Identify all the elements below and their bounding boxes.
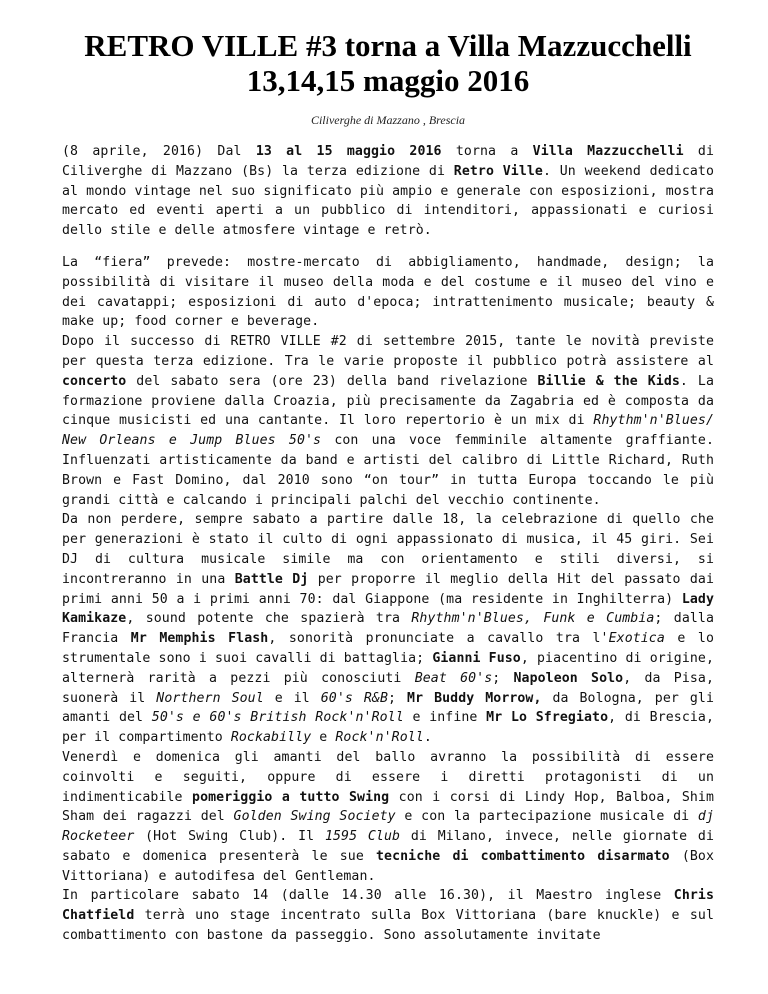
text: e con la partecipazione musicale di bbox=[395, 809, 698, 825]
paragraph-concert bbox=[62, 332, 714, 510]
text: e bbox=[311, 730, 336, 746]
italic-text: Rhythm'n'Blues/ New Orleans e Jump Blues 50's bbox=[62, 413, 714, 449]
title-line-1: RETRO VILLE #3 torna a Villa Mazzucchelli bbox=[84, 28, 692, 63]
italic-text: Rockabilly bbox=[230, 730, 312, 746]
article-body bbox=[62, 142, 714, 946]
text: , sonorità pronunciate a cavallo tra l' bbox=[268, 631, 609, 647]
bold-text: Battle Dj bbox=[234, 571, 309, 587]
text: (Hot Swing Club). Il bbox=[134, 829, 325, 845]
text: . La formazione proviene dalla Croazia, più precisamente da Zagabria ed è composta da cinque musicisti ed una cantante. Il loro repertorio è un mix di bbox=[62, 373, 714, 429]
subtitle: Ciliverghe di Mazzano , Brescia bbox=[310, 113, 466, 127]
title-line-2: 13,14,15 maggio 2016 bbox=[246, 63, 530, 98]
italic-text: 60's R&B bbox=[320, 690, 389, 706]
instructor-name: Chris Chatfield bbox=[62, 888, 714, 924]
paragraph-dj-battle bbox=[62, 510, 714, 748]
italic-text: 1595 Club bbox=[324, 829, 401, 845]
text: Da non perdere, sempre sabato a partire dalle 18, la celebrazione di quello che per generazioni è stato il culto di ogni appassionato di musica, il 45 giri. Sei DJ di cultura musicale simile ma con orientamento e stili diversi, si incontreranno in una bbox=[62, 512, 714, 587]
text: di Milano, invece, nelle giornate di sabato e domenica presenterà le sue bbox=[62, 829, 714, 864]
text: per proporre il meglio della Hit del passato dai primi anni 50 a i primi anni 70: dal Giappone (ma residente in Inghilterra) bbox=[62, 571, 714, 607]
dj-name: Mr Memphis Flash bbox=[130, 631, 269, 647]
text: , da Pisa, suonerà il bbox=[62, 670, 714, 706]
paragraph-fair bbox=[62, 253, 714, 332]
italic-text: 50's e 60's British Rock'n'Roll bbox=[151, 710, 404, 726]
paragraph-box bbox=[62, 886, 714, 945]
text: torna a bbox=[441, 144, 533, 159]
italic-text: dj Rocketeer bbox=[62, 809, 714, 845]
text: e il bbox=[263, 690, 321, 706]
text: In particolare sabato 14 (dalle 14.30 alle 16.30), il Maestro inglese bbox=[62, 888, 674, 904]
text: ; bbox=[492, 670, 514, 686]
bold-text: pomeriggio a tutto Swing bbox=[192, 789, 390, 805]
italic-text: Exotica bbox=[608, 631, 665, 647]
text: di Ciliverghe di Mazzano (Bs) la terza edizione di bbox=[62, 144, 715, 179]
dj-name: Mr Buddy Morrow, bbox=[407, 690, 542, 706]
bold-text: concerto bbox=[62, 373, 127, 389]
dj-name: Mr Lo Sfregiato bbox=[486, 710, 609, 726]
bold-text: tecniche di combattimento disarmato bbox=[376, 848, 670, 864]
paragraph-intro bbox=[62, 142, 714, 241]
text: La “fiera” prevede: mostre-mercato di abbigliamento, handmade, design; la possibilità di visitare il museo della moda e del costume e il museo del vino e dei cavatappi; esposizioni di auto d'epoca; intrattenimento musicale; beauty & make up; food corner e beverage. bbox=[62, 254, 714, 330]
text: Venerdì e domenica gli amanti del ballo avranno la possibilità di essere coinvolti e seguiti, oppure di essere i diretti protagonisti di un indimenticabile bbox=[62, 749, 714, 805]
text: , sound potente che spazierà tra bbox=[126, 611, 412, 627]
text: , di Brescia, per il compartimento bbox=[62, 710, 714, 746]
dj-name: Napoleon Solo bbox=[513, 670, 624, 686]
italic-text: Rhythm'n'Blues, Funk e Cumbia bbox=[411, 611, 655, 627]
event-name: Retro Ville bbox=[453, 163, 543, 179]
text: . Un weekend dedicato al mondo vintage nel suo significato più ampio e generale con esposizioni, mostra mercato ed eventi aperti a un pubblico di intenditori, appassionati e curiosi dello stile e delle atmosfere vintage e retrò. bbox=[62, 163, 714, 239]
document-page bbox=[62, 28, 714, 946]
dj-name: Lady Kamikaze bbox=[62, 591, 714, 627]
text: e infine bbox=[403, 710, 487, 726]
text: ; bbox=[388, 690, 408, 706]
paragraph-swing bbox=[62, 748, 714, 887]
italic-text: Northern Soul bbox=[156, 690, 264, 706]
italic-text: Rock'n'Roll bbox=[335, 730, 424, 746]
text: (Box Vittoriana) e autodifesa del Gentleman. bbox=[62, 848, 714, 884]
venue-name: Villa Mazzucchelli bbox=[532, 144, 684, 159]
text: ; dalla Francia bbox=[62, 611, 714, 647]
page-title bbox=[62, 28, 714, 98]
text: . bbox=[423, 730, 432, 746]
text: Dopo il successo di RETRO VILLE #2 di settembre 2015, tante le novità previste per questa terza edizione. Tra le varie proposte il pubblico potrà assistere al bbox=[62, 334, 714, 369]
text: da Bologna, per gli amanti del bbox=[62, 690, 715, 726]
text: terrà uno stage incentrato sulla Box Vittoriana (bare knuckle) e sul combattimento con bastone da passeggio. Sono assolutamente invitate bbox=[62, 908, 714, 944]
text: , piacentino di origine, alternerà rarità a pezzi più conosciuti bbox=[62, 650, 715, 686]
italic-text: Beat 60's bbox=[414, 670, 493, 686]
text: e lo strumentale sono i suoi cavalli di battaglia; bbox=[62, 631, 714, 666]
dj-name: Gianni Fuso bbox=[432, 650, 521, 666]
text: (8 aprile, 2016) Dal bbox=[62, 144, 256, 159]
text: con i corsi di Lindy Hop, Balboa, Shim Sham dei ragazzi del bbox=[62, 789, 715, 825]
band-name: Billie & the Kids bbox=[537, 373, 680, 389]
text: con una voce femminile altamente graffiante. Influenzati artisticamente da band e artisti del calibro di Little Richard, Ruth Brown e Fast Domino, dal 2010 sono “on tour” in tutta Europa toccando le più grandi città e calcando i principali palchi del vecchio continente. bbox=[62, 433, 714, 508]
event-dates: 13 al 15 maggio 2016 bbox=[255, 144, 442, 159]
text: del sabato sera (ore 23) della band rivelazione bbox=[126, 373, 538, 389]
italic-text: Golden Swing Society bbox=[233, 809, 396, 825]
